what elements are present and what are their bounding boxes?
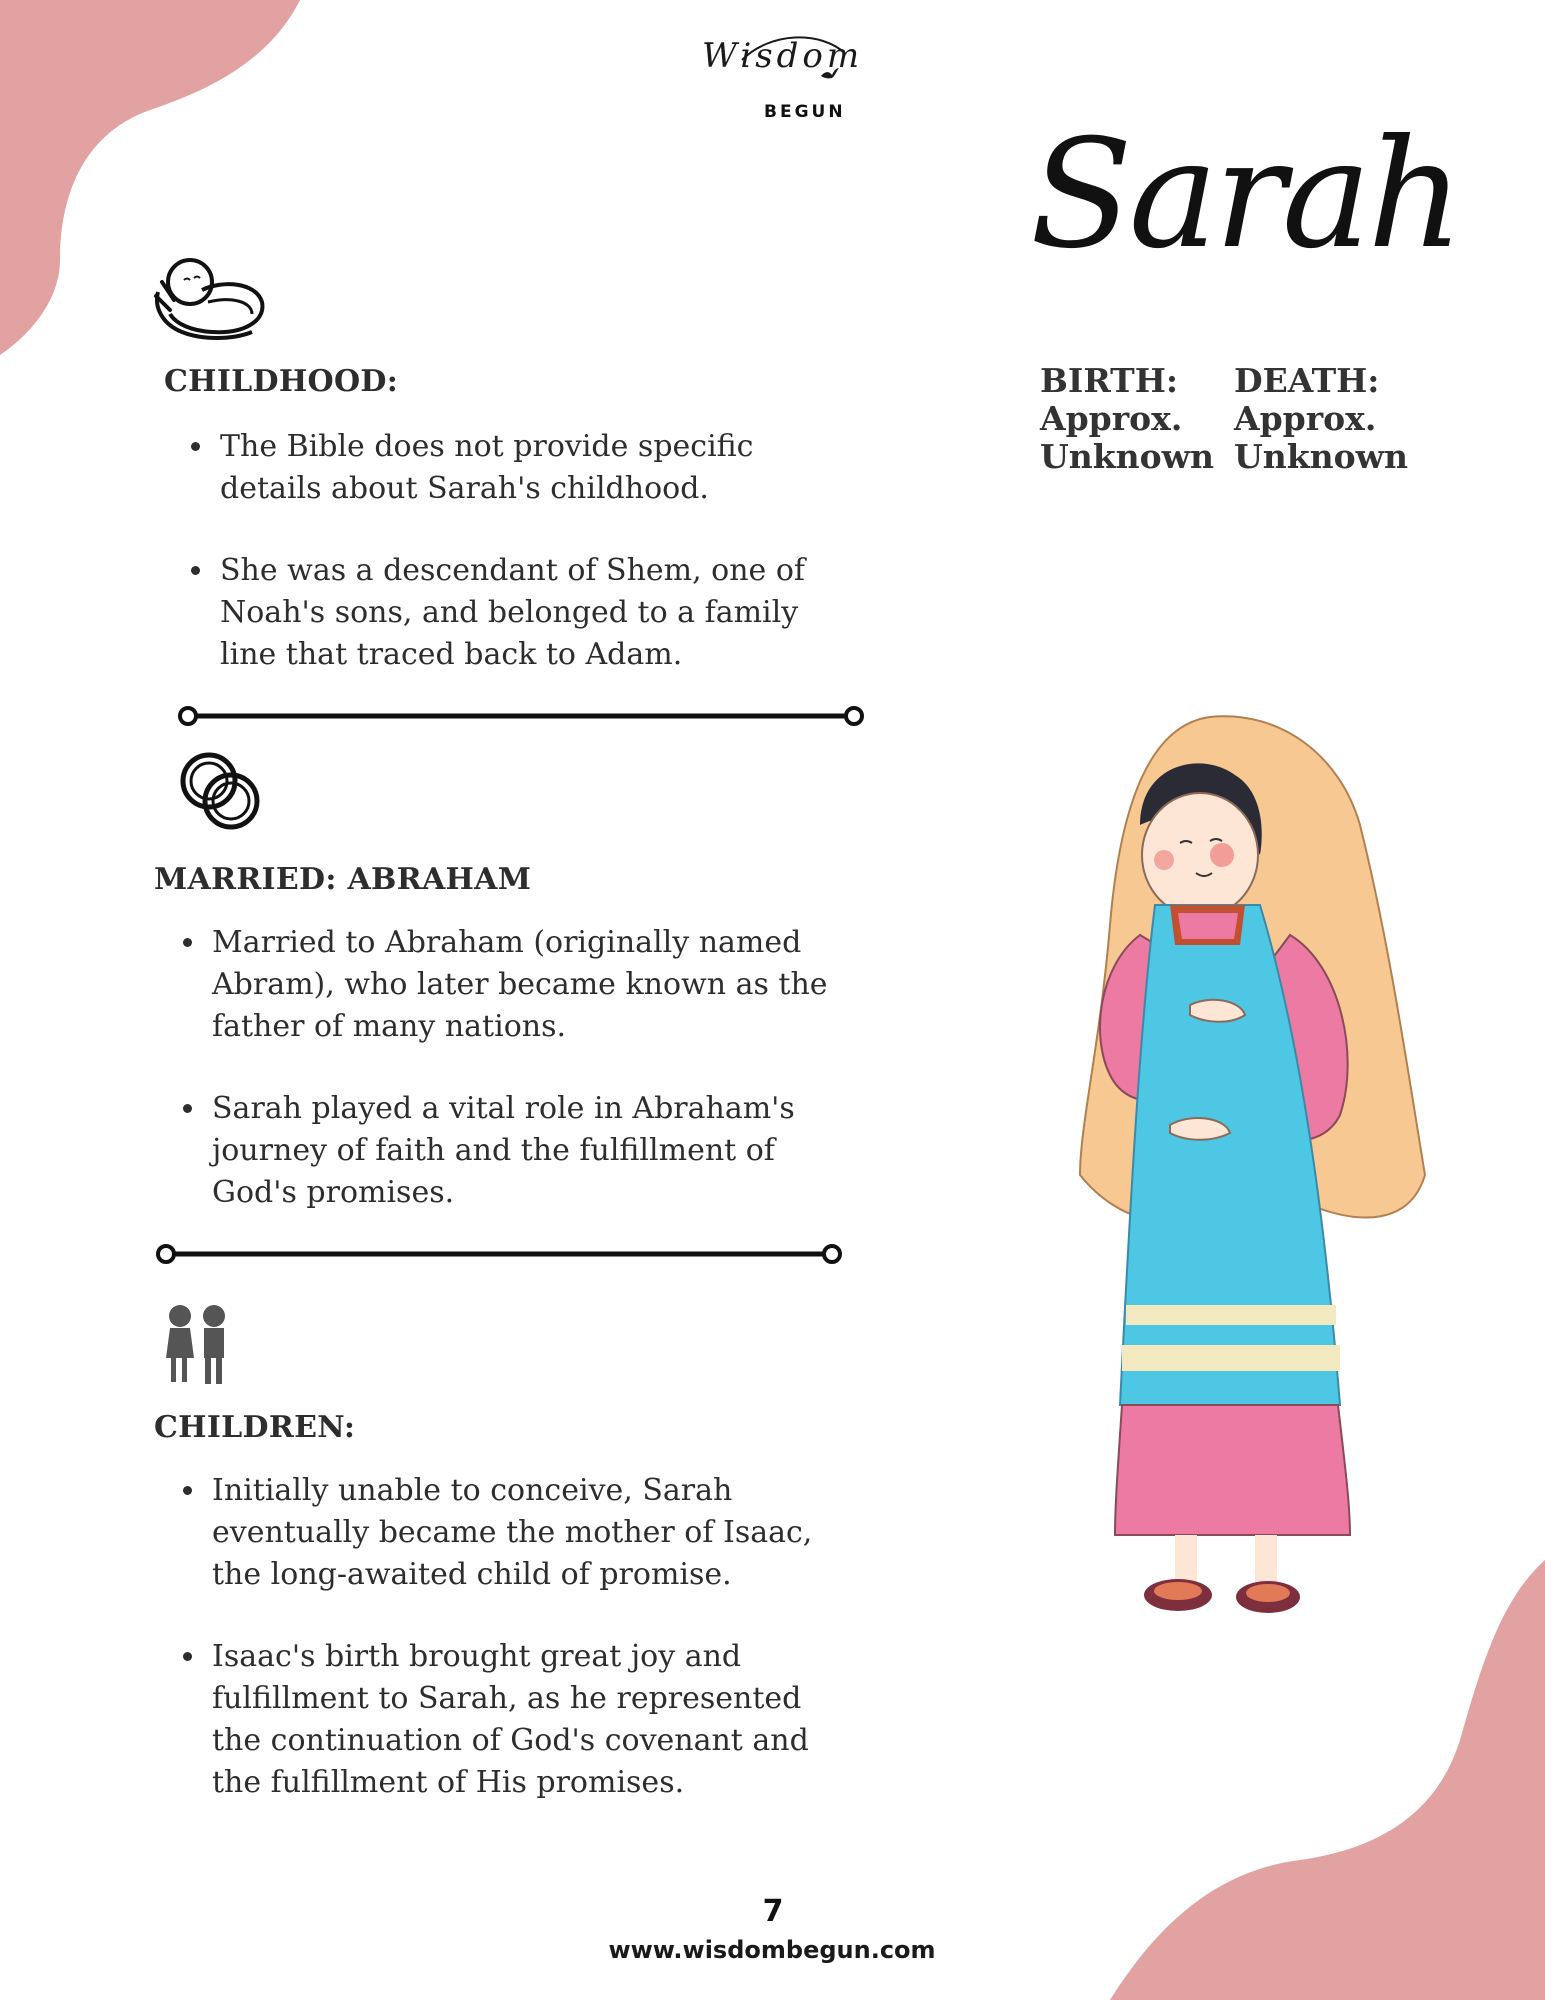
brand-sub: BEGUN <box>764 102 846 122</box>
childhood-heading: CHILDHOOD: <box>164 364 399 399</box>
page-title: Sarah <box>1030 108 1460 282</box>
list-item: • She was a descendant of Shem, one of Noah's sons, and belonged to a family line that traced back to Adam. <box>216 550 816 676</box>
page-number: 7 <box>762 1894 784 1929</box>
childhood-list <box>184 426 816 716</box>
list-item: • Sarah played a vital role in Abraham's journey of faith and the fulfillment of God's promises. <box>208 1088 848 1214</box>
death-line1: Approx. <box>1234 399 1377 438</box>
death-info <box>1234 362 1408 476</box>
list-item: • Isaac's birth brought great joy and fulfillment to Sarah, as he represented the continuation of God's covenant and the fulfillment of His promises. <box>208 1636 848 1804</box>
list-item: • Married to Abraham (originally named Abram), who later became known as the father of many nations. <box>208 922 848 1048</box>
brand-logo <box>700 30 864 130</box>
brand-script: Wisdom <box>702 36 864 76</box>
children-list <box>176 1470 848 1844</box>
birth-label: BIRTH: <box>1040 361 1179 400</box>
death-label: DEATH: <box>1234 361 1380 400</box>
section-divider <box>154 1240 844 1268</box>
children-heading: CHILDREN: <box>154 1410 356 1445</box>
website-link[interactable]: www.wisdombegun.com <box>608 1936 936 1964</box>
death-line2: Unknown <box>1234 437 1409 476</box>
sarah-illustration <box>1060 705 1440 1635</box>
married-list <box>176 922 848 1254</box>
birth-info <box>1040 362 1214 476</box>
section-divider <box>176 702 866 730</box>
birth-line1: Approx. <box>1040 399 1183 438</box>
baby-icon <box>152 252 272 342</box>
married-heading: MARRIED: ABRAHAM <box>154 862 532 897</box>
birth-line2: Unknown <box>1040 437 1215 476</box>
children-icon <box>160 1302 236 1386</box>
rings-icon <box>176 748 266 838</box>
logo-swash <box>740 30 850 70</box>
list-item: • Initially unable to conceive, Sarah eventually became the mother of Isaac, the long-awaited child of promise. <box>208 1470 848 1596</box>
list-item: • The Bible does not provide specific details about Sarah's childhood. <box>216 426 816 510</box>
